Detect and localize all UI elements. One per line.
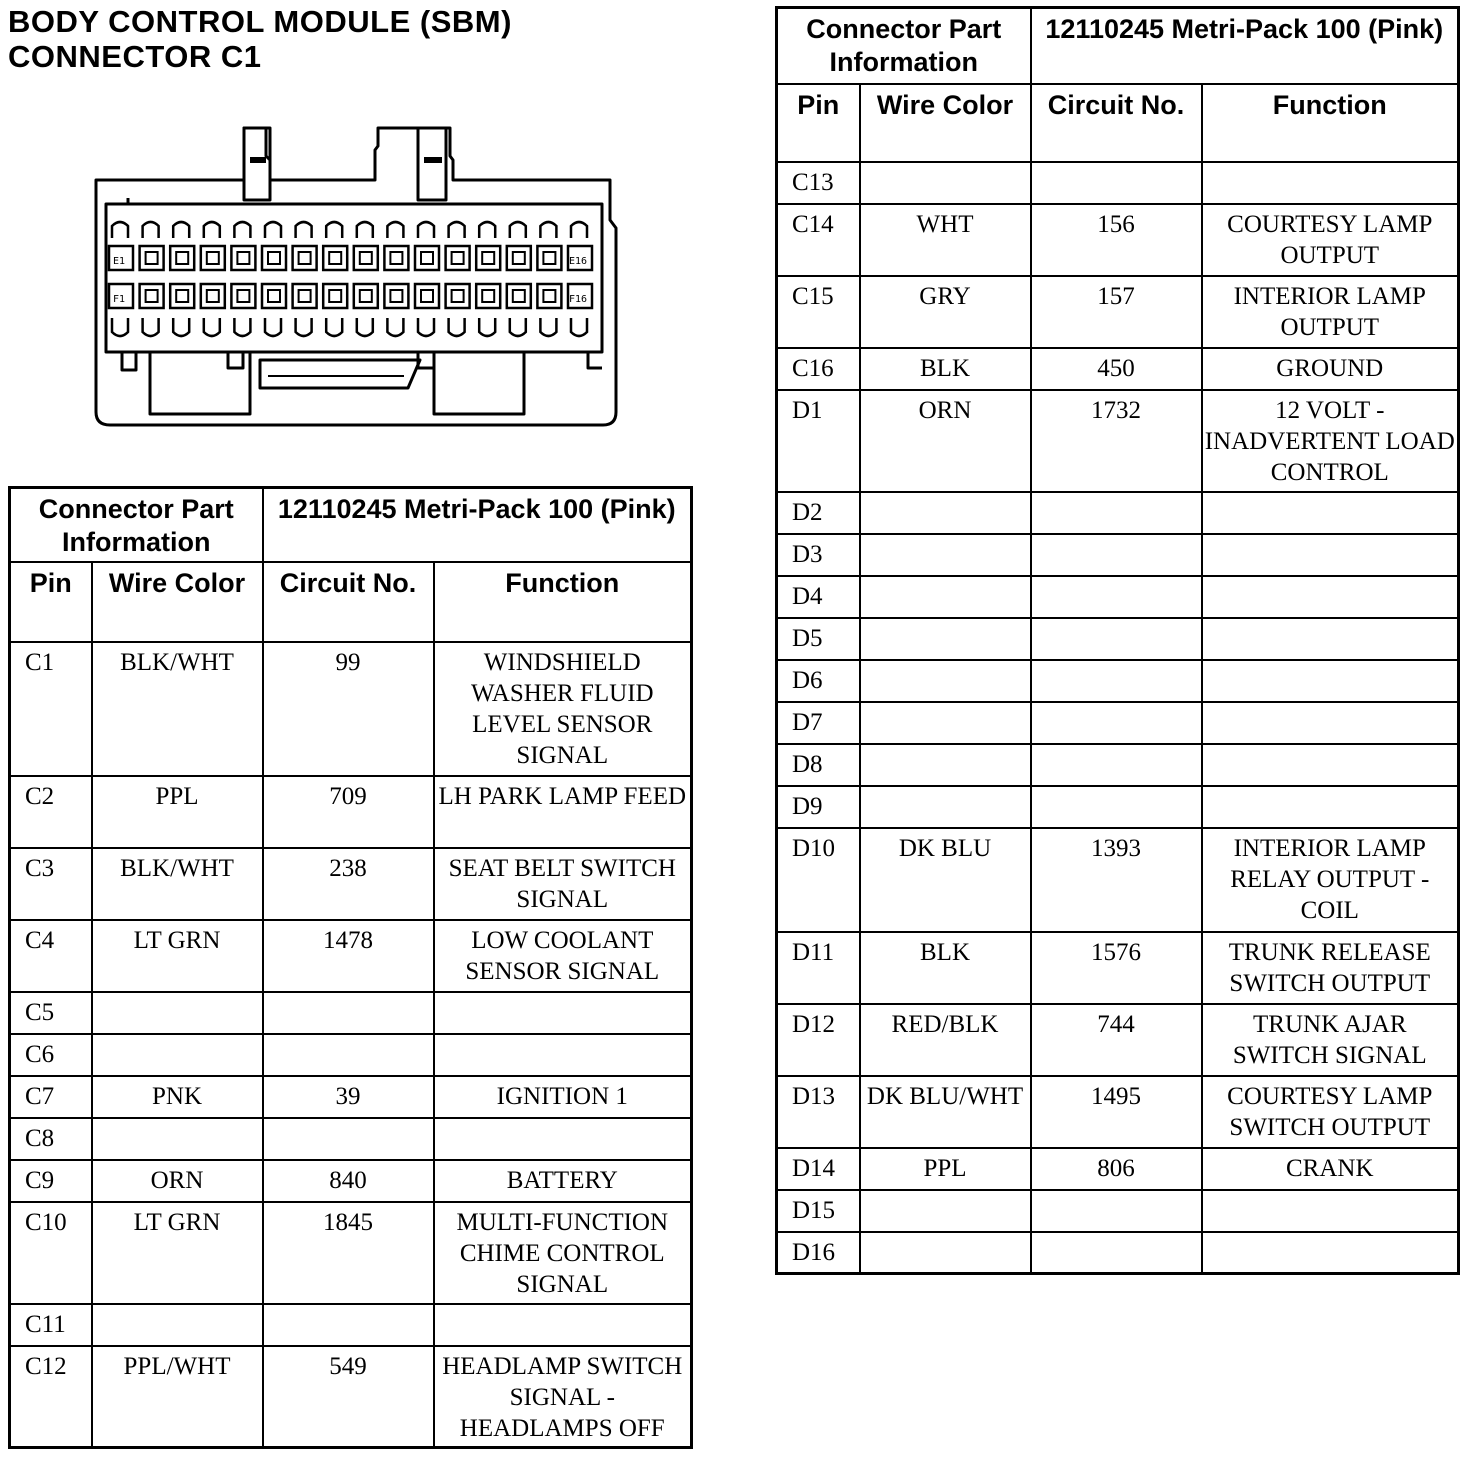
pin-terminal — [482, 252, 494, 264]
pin-latch — [265, 222, 281, 238]
pin-cavity — [354, 284, 378, 308]
pin-cell: D15 — [777, 1190, 860, 1232]
function-cell: INTERIOR LAMP RELAY OUTPUT - COIL — [1202, 828, 1459, 932]
page-title — [8, 4, 512, 74]
pin-cell: C6 — [10, 1034, 92, 1076]
wire-color-cell: BLK/WHT — [92, 642, 263, 776]
table-row — [10, 1346, 692, 1448]
pin-cell: C10 — [10, 1202, 92, 1304]
circuit-cell — [263, 1304, 434, 1346]
pin-latch — [418, 222, 434, 238]
pin-cell: D9 — [777, 786, 860, 828]
table-row — [777, 828, 1459, 932]
table-row — [10, 1076, 692, 1118]
pin-cavity — [201, 246, 225, 270]
pin-terminal — [299, 290, 311, 302]
pin-cell: C16 — [777, 348, 860, 390]
pin-cell: D10 — [777, 828, 860, 932]
table-row — [777, 744, 1459, 786]
wire-color-cell: WHT — [860, 204, 1031, 276]
function-cell — [434, 1034, 692, 1076]
pin-cavity — [170, 284, 194, 308]
pin-terminal — [452, 290, 464, 302]
circuit-cell — [1031, 618, 1202, 660]
wire-color-cell: PPL/WHT — [92, 1346, 263, 1448]
pin-cavity — [231, 246, 255, 270]
pin-cavity — [262, 246, 286, 270]
pin-latch — [204, 222, 220, 238]
table-row — [777, 492, 1459, 534]
pin-cell: C12 — [10, 1346, 92, 1448]
title-line-1: BODY CONTROL MODULE (SBM) — [8, 4, 512, 39]
header-wire-color: Wire Color — [860, 84, 1031, 162]
function-cell — [434, 1118, 692, 1160]
pin-latch — [112, 222, 128, 238]
wire-color-cell: BLK — [860, 348, 1031, 390]
pin-cell: D11 — [777, 932, 860, 1004]
pin-cell: C2 — [10, 776, 92, 848]
pin-terminal — [237, 252, 249, 264]
pin-terminal — [329, 252, 341, 264]
pin-latch — [510, 318, 526, 336]
pin-terminal — [360, 252, 372, 264]
pin-cavity — [231, 284, 255, 308]
pin-latch — [234, 222, 250, 238]
header-pin: Pin — [10, 562, 92, 642]
pin-latch — [296, 222, 312, 238]
wire-color-cell — [860, 744, 1031, 786]
pin-latch — [326, 222, 342, 238]
function-cell: LOW COOLANT SENSOR SIGNAL — [434, 920, 692, 992]
function-cell — [434, 1304, 692, 1346]
pin-terminal — [176, 252, 188, 264]
header-circuit: Circuit No. — [1031, 84, 1202, 162]
pin-cell: C13 — [777, 162, 860, 204]
function-cell — [1202, 786, 1459, 828]
wire-color-cell — [860, 534, 1031, 576]
wire-color-cell — [860, 162, 1031, 204]
circuit-cell: 238 — [263, 848, 434, 920]
wire-color-cell: LT GRN — [92, 920, 263, 992]
table-row — [777, 660, 1459, 702]
table-row — [777, 162, 1459, 204]
wire-color-cell: RED/BLK — [860, 1004, 1031, 1076]
pin-cell: C3 — [10, 848, 92, 920]
table-row — [10, 992, 692, 1034]
function-cell: WINDSHIELD WASHER FLUID LEVEL SENSOR SIGNAL — [434, 642, 692, 776]
pin-cavity — [537, 284, 561, 308]
part-info-value: 12110245 Metri-Pack 100 (Pink) — [1031, 8, 1459, 84]
function-cell: MULTI-FUNCTION CHIME CONTROL SIGNAL — [434, 1202, 692, 1304]
pin-terminal — [207, 290, 219, 302]
pin-cavity-grid — [109, 222, 592, 336]
pin-terminal — [390, 252, 402, 264]
pin-latch — [479, 318, 495, 336]
pin-cavity — [323, 284, 347, 308]
function-cell — [1202, 492, 1459, 534]
function-cell — [1202, 1232, 1459, 1274]
circuit-cell: 549 — [263, 1346, 434, 1448]
wire-color-cell: ORN — [860, 390, 1031, 492]
label-f16: F16 — [569, 294, 588, 305]
pin-cell: C4 — [10, 920, 92, 992]
function-cell — [1202, 660, 1459, 702]
pin-terminal — [268, 290, 280, 302]
circuit-cell: 450 — [1031, 348, 1202, 390]
circuit-cell: 99 — [263, 642, 434, 776]
wire-color-cell — [860, 618, 1031, 660]
wire-color-cell — [860, 702, 1031, 744]
pin-terminal — [421, 290, 433, 302]
pin-latch — [265, 318, 281, 336]
wire-color-cell: BLK — [860, 932, 1031, 1004]
pin-latch — [204, 318, 220, 336]
wire-color-cell: PNK — [92, 1076, 263, 1118]
wire-color-cell — [860, 492, 1031, 534]
pin-cell: D1 — [777, 390, 860, 492]
circuit-cell — [1031, 744, 1202, 786]
pin-terminal — [237, 290, 249, 302]
pin-cell: D8 — [777, 744, 860, 786]
pin-latch — [387, 318, 403, 336]
pin-latch — [510, 222, 526, 238]
table-row — [10, 642, 692, 776]
pin-cell: C15 — [777, 276, 860, 348]
circuit-cell: 744 — [1031, 1004, 1202, 1076]
pin-cavity — [170, 246, 194, 270]
pinout-table-left — [8, 486, 693, 1449]
function-cell — [1202, 702, 1459, 744]
label-e16: E16 — [569, 256, 588, 267]
pin-cell: D2 — [777, 492, 860, 534]
pin-cavity — [354, 246, 378, 270]
circuit-cell — [1031, 660, 1202, 702]
pin-cavity — [476, 284, 500, 308]
pin-cavity — [415, 284, 439, 308]
function-cell — [1202, 162, 1459, 204]
table-row — [10, 776, 692, 848]
circuit-cell — [263, 1118, 434, 1160]
pin-terminal — [421, 252, 433, 264]
pin-latch — [357, 318, 373, 336]
function-cell: GROUND — [1202, 348, 1459, 390]
circuit-cell — [1031, 492, 1202, 534]
pin-latch — [387, 222, 403, 238]
wire-color-cell: BLK/WHT — [92, 848, 263, 920]
pin-cavity — [201, 284, 225, 308]
pin-cell: C5 — [10, 992, 92, 1034]
table-row — [10, 1034, 692, 1076]
function-cell — [1202, 618, 1459, 660]
table-row — [777, 1232, 1459, 1274]
pin-latch — [143, 318, 159, 336]
table-row — [777, 534, 1459, 576]
circuit-cell: 1478 — [263, 920, 434, 992]
wire-color-cell — [92, 992, 263, 1034]
circuit-cell — [263, 992, 434, 1034]
wire-color-cell: ORN — [92, 1160, 263, 1202]
table-row — [10, 1304, 692, 1346]
pin-terminal — [207, 252, 219, 264]
wire-color-cell — [92, 1304, 263, 1346]
pin-cell: C1 — [10, 642, 92, 776]
function-cell: INTERIOR LAMP OUTPUT — [1202, 276, 1459, 348]
circuit-cell — [1031, 576, 1202, 618]
pin-cell: D6 — [777, 660, 860, 702]
pin-cell: D7 — [777, 702, 860, 744]
pin-latch — [296, 318, 312, 336]
circuit-cell — [1031, 1232, 1202, 1274]
circuit-cell: 1845 — [263, 1202, 434, 1304]
function-cell — [1202, 1190, 1459, 1232]
pin-latch — [571, 222, 587, 238]
pin-cavity — [293, 246, 317, 270]
header-wire-color: Wire Color — [92, 562, 263, 642]
table-row — [777, 1004, 1459, 1076]
table-row — [777, 390, 1459, 492]
pin-cell: D5 — [777, 618, 860, 660]
pin-cavity — [384, 246, 408, 270]
circuit-cell: 806 — [1031, 1148, 1202, 1190]
wire-color-cell — [92, 1118, 263, 1160]
pin-cavity — [446, 284, 470, 308]
circuit-cell: 39 — [263, 1076, 434, 1118]
part-info-value: 12110245 Metri-Pack 100 (Pink) — [263, 488, 692, 562]
table-row — [10, 1160, 692, 1202]
function-cell: COURTESY LAMP OUTPUT — [1202, 204, 1459, 276]
table-row — [777, 702, 1459, 744]
part-info-label: Connector Part Information — [10, 488, 263, 562]
function-cell — [434, 992, 692, 1034]
function-cell: SEAT BELT SWITCH SIGNAL — [434, 848, 692, 920]
pin-terminal — [543, 290, 555, 302]
label-f1: F1 — [113, 294, 126, 305]
pin-cavity — [140, 246, 164, 270]
pinout-table-right — [775, 6, 1460, 1275]
pin-terminal — [513, 290, 525, 302]
pin-cavity — [415, 246, 439, 270]
wire-color-cell: DK BLU/WHT — [860, 1076, 1031, 1148]
wire-color-cell — [860, 786, 1031, 828]
circuit-cell — [263, 1034, 434, 1076]
pin-latch — [326, 318, 342, 336]
pin-latch — [571, 318, 587, 336]
pin-cavity — [476, 246, 500, 270]
pin-cell: C11 — [10, 1304, 92, 1346]
function-cell: TRUNK RELEASE SWITCH OUTPUT — [1202, 932, 1459, 1004]
circuit-cell: 1393 — [1031, 828, 1202, 932]
header-circuit: Circuit No. — [263, 562, 434, 642]
pin-cavity — [446, 246, 470, 270]
pin-cavity — [323, 246, 347, 270]
wire-color-cell — [860, 576, 1031, 618]
pin-cell: D13 — [777, 1076, 860, 1148]
wire-color-cell: LT GRN — [92, 1202, 263, 1304]
table-row — [777, 1190, 1459, 1232]
circuit-cell: 709 — [263, 776, 434, 848]
pin-terminal — [482, 290, 494, 302]
circuit-cell: 840 — [263, 1160, 434, 1202]
function-cell: LH PARK LAMP FEED — [434, 776, 692, 848]
pin-cavity — [140, 284, 164, 308]
table-row — [10, 848, 692, 920]
wire-color-cell: PPL — [860, 1148, 1031, 1190]
pin-terminal — [543, 252, 555, 264]
connector-face-diagram — [88, 120, 623, 430]
table-row — [777, 1076, 1459, 1148]
function-cell: BATTERY — [434, 1160, 692, 1202]
circuit-cell — [1031, 534, 1202, 576]
table-row — [777, 204, 1459, 276]
pin-cavity — [384, 284, 408, 308]
pin-terminal — [299, 252, 311, 264]
title-line-2: CONNECTOR C1 — [8, 39, 262, 74]
table-row — [10, 1118, 692, 1160]
table-row — [777, 1148, 1459, 1190]
pin-latch — [418, 318, 434, 336]
pin-latch — [234, 318, 250, 336]
part-info-label: Connector Part Information — [777, 8, 1031, 84]
pin-cell: C9 — [10, 1160, 92, 1202]
pin-terminal — [513, 252, 525, 264]
table-row — [777, 932, 1459, 1004]
pin-cavity — [262, 284, 286, 308]
pin-cell: D4 — [777, 576, 860, 618]
pin-terminal — [176, 290, 188, 302]
pin-cavity — [293, 284, 317, 308]
pin-latch — [449, 318, 465, 336]
wire-color-cell — [860, 660, 1031, 702]
pin-terminal — [390, 290, 402, 302]
wire-color-cell: DK BLU — [860, 828, 1031, 932]
table-row — [10, 1202, 692, 1304]
pin-cell: D3 — [777, 534, 860, 576]
table-row — [777, 348, 1459, 390]
header-function: Function — [434, 562, 692, 642]
pin-terminal — [452, 252, 464, 264]
pin-latch — [540, 318, 556, 336]
pin-terminal — [146, 252, 158, 264]
pin-latch — [357, 222, 373, 238]
circuit-cell: 157 — [1031, 276, 1202, 348]
function-cell: HEADLAMP SWITCH SIGNAL - HEADLAMPS OFF — [434, 1346, 692, 1448]
pin-cell: C14 — [777, 204, 860, 276]
function-cell: CRANK — [1202, 1148, 1459, 1190]
function-cell — [1202, 744, 1459, 786]
table-row — [10, 920, 692, 992]
pin-latch — [112, 318, 128, 336]
function-cell — [1202, 576, 1459, 618]
pin-latch — [143, 222, 159, 238]
pin-terminal — [329, 290, 341, 302]
wire-color-cell: GRY — [860, 276, 1031, 348]
circuit-cell: 1495 — [1031, 1076, 1202, 1148]
circuit-cell — [1031, 162, 1202, 204]
pin-cavity — [507, 246, 531, 270]
pin-terminal — [146, 290, 158, 302]
pin-cell: D14 — [777, 1148, 860, 1190]
header-pin: Pin — [777, 84, 860, 162]
pin-cell: D16 — [777, 1232, 860, 1274]
wire-color-cell — [860, 1190, 1031, 1232]
pin-latch — [173, 318, 189, 336]
function-cell: TRUNK AJAR SWITCH SIGNAL — [1202, 1004, 1459, 1076]
pin-latch — [479, 222, 495, 238]
circuit-cell: 156 — [1031, 204, 1202, 276]
pin-cavity — [537, 246, 561, 270]
circuit-cell — [1031, 1190, 1202, 1232]
table-row — [777, 786, 1459, 828]
pin-cell: C8 — [10, 1118, 92, 1160]
wire-color-cell: PPL — [92, 776, 263, 848]
label-e1: E1 — [113, 256, 126, 267]
table-row — [777, 276, 1459, 348]
pin-cell: C7 — [10, 1076, 92, 1118]
pin-latch — [540, 222, 556, 238]
circuit-cell — [1031, 702, 1202, 744]
table-row — [777, 618, 1459, 660]
header-function: Function — [1202, 84, 1459, 162]
pin-cavity — [507, 284, 531, 308]
table-row — [777, 576, 1459, 618]
function-cell: IGNITION 1 — [434, 1076, 692, 1118]
pin-latch — [449, 222, 465, 238]
pin-terminal — [360, 290, 372, 302]
pin-cell: D12 — [777, 1004, 860, 1076]
function-cell: COURTESY LAMP SWITCH OUTPUT — [1202, 1076, 1459, 1148]
wire-color-cell — [92, 1034, 263, 1076]
circuit-cell: 1576 — [1031, 932, 1202, 1004]
pin-terminal — [268, 252, 280, 264]
function-cell: 12 VOLT - INADVERTENT LOAD CONTROL — [1202, 390, 1459, 492]
wire-color-cell — [860, 1232, 1031, 1274]
circuit-cell: 1732 — [1031, 390, 1202, 492]
function-cell — [1202, 534, 1459, 576]
pin-latch — [173, 222, 189, 238]
circuit-cell — [1031, 786, 1202, 828]
